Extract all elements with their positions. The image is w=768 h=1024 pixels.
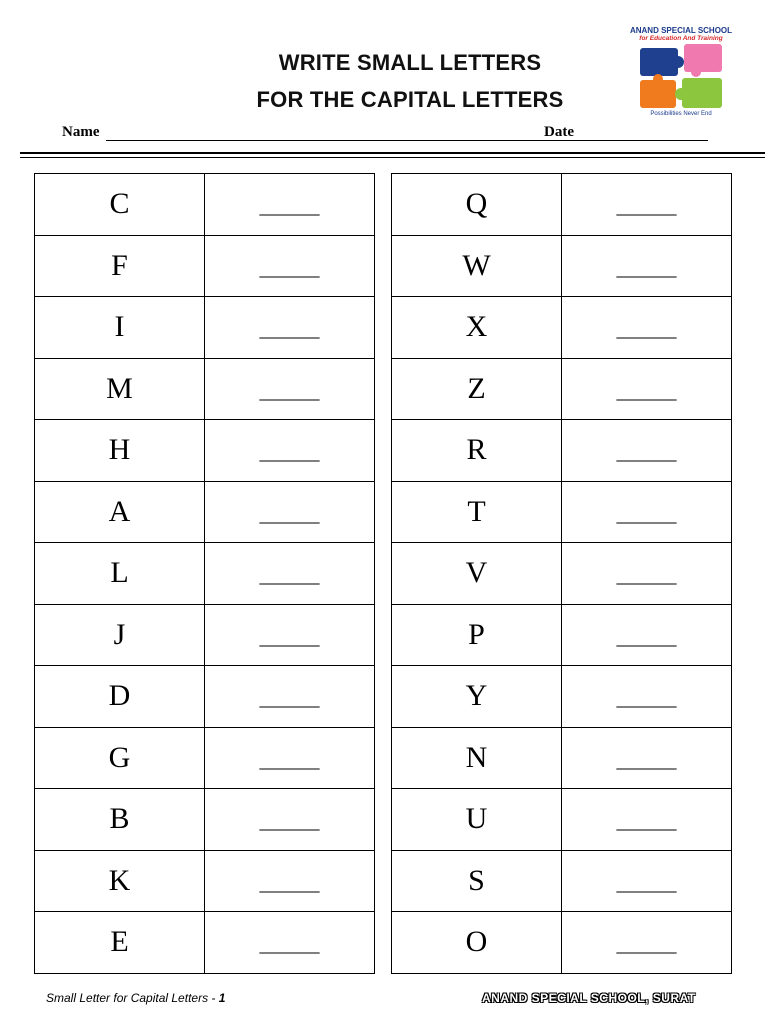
school-logo [622, 26, 740, 122]
answer-blank: ______ [562, 604, 732, 666]
logo-school-name: ANAND SPECIAL SCHOOL [629, 26, 733, 35]
capital-letter: Z [392, 358, 562, 420]
footer-caption [46, 991, 225, 1005]
name-label: Name [62, 124, 100, 140]
answer-blank: ______ [205, 912, 375, 974]
capital-letter: F [35, 235, 205, 297]
answer-blank: ______ [205, 481, 375, 543]
footer-page-number: 1 [218, 991, 226, 1005]
right-worksheet-row [392, 481, 732, 543]
capital-letter: W [392, 235, 562, 297]
answer-blank: ______ [205, 727, 375, 789]
capital-letter: M [35, 358, 205, 420]
answer-blank: ______ [205, 666, 375, 728]
answer-blank: ______ [562, 420, 732, 482]
right-worksheet-row [392, 358, 732, 420]
capital-letter: I [35, 297, 205, 359]
capital-letter: Q [392, 174, 562, 236]
left-worksheet-row [35, 358, 375, 420]
right-worksheet-row [392, 666, 732, 728]
left-worksheet-row [35, 912, 375, 974]
left-worksheet-row [35, 235, 375, 297]
capital-letter: H [35, 420, 205, 482]
capital-letter: B [35, 789, 205, 851]
left-worksheet-row [35, 727, 375, 789]
right-letter-table [391, 173, 732, 974]
puzzle-logo-icon [638, 44, 724, 110]
left-worksheet-row [35, 850, 375, 912]
answer-blank: ______ [205, 789, 375, 851]
date-write-line [582, 140, 708, 141]
answer-blank: ______ [562, 481, 732, 543]
name-write-line [106, 140, 603, 141]
footer-school-name: ANAND SPECIAL SCHOOL, SURAT [482, 991, 696, 1005]
answer-blank: ______ [562, 543, 732, 605]
answer-blank: ______ [205, 358, 375, 420]
answer-blank: ______ [562, 850, 732, 912]
capital-letter: P [392, 604, 562, 666]
answer-blank: ______ [562, 235, 732, 297]
left-worksheet-row [35, 789, 375, 851]
capital-letter: E [35, 912, 205, 974]
left-letter-table [34, 173, 375, 974]
capital-letter: X [392, 297, 562, 359]
right-worksheet-row [392, 297, 732, 359]
answer-blank: ______ [205, 604, 375, 666]
answer-blank: ______ [205, 174, 375, 236]
capital-letter: T [392, 481, 562, 543]
logo-subtitle: for Education And Training [639, 35, 723, 42]
capital-letter: C [35, 174, 205, 236]
left-worksheet-row [35, 481, 375, 543]
capital-letter: A [35, 481, 205, 543]
right-worksheet-row [392, 604, 732, 666]
capital-letter: V [392, 543, 562, 605]
capital-letter: K [35, 850, 205, 912]
answer-blank: ______ [205, 850, 375, 912]
capital-letter: Y [392, 666, 562, 728]
capital-letter: N [392, 727, 562, 789]
left-worksheet-row [35, 420, 375, 482]
answer-blank: ______ [562, 297, 732, 359]
capital-letter: L [35, 543, 205, 605]
answer-blank: ______ [562, 358, 732, 420]
answer-blank: ______ [205, 420, 375, 482]
left-worksheet-row [35, 543, 375, 605]
answer-blank: ______ [205, 297, 375, 359]
worksheet-title-line1: WRITE SMALL LETTERS [278, 50, 542, 75]
right-worksheet-row [392, 235, 732, 297]
right-worksheet-row [392, 727, 732, 789]
right-worksheet-row [392, 543, 732, 605]
left-worksheet-row [35, 604, 375, 666]
worksheet-title-line2: FOR THE CAPITAL LETTERS [256, 87, 564, 112]
answer-blank: ______ [205, 543, 375, 605]
footer-caption-text: Small Letter for Capital Letters - [46, 991, 219, 1005]
capital-letter: U [392, 789, 562, 851]
answer-blank: ______ [562, 666, 732, 728]
answer-blank: ______ [562, 174, 732, 236]
left-worksheet-row [35, 174, 375, 236]
capital-letter: R [392, 420, 562, 482]
capital-letter: S [392, 850, 562, 912]
capital-letter: G [35, 727, 205, 789]
capital-letter: J [35, 604, 205, 666]
logo-tagline: Possibilities Never End [650, 111, 712, 117]
answer-blank: ______ [562, 912, 732, 974]
answer-blank: ______ [562, 789, 732, 851]
capital-letter: O [392, 912, 562, 974]
header-divider-thin [20, 157, 765, 158]
header-divider-thick [20, 152, 765, 154]
capital-letter: D [35, 666, 205, 728]
right-worksheet-row [392, 912, 732, 974]
answer-blank: ______ [205, 235, 375, 297]
right-worksheet-row [392, 789, 732, 851]
answer-blank: ______ [562, 727, 732, 789]
left-worksheet-row [35, 666, 375, 728]
left-worksheet-row [35, 297, 375, 359]
date-label: Date [544, 124, 574, 140]
right-worksheet-row [392, 420, 732, 482]
right-worksheet-row [392, 850, 732, 912]
name-date-row [62, 124, 712, 146]
right-worksheet-row [392, 174, 732, 236]
